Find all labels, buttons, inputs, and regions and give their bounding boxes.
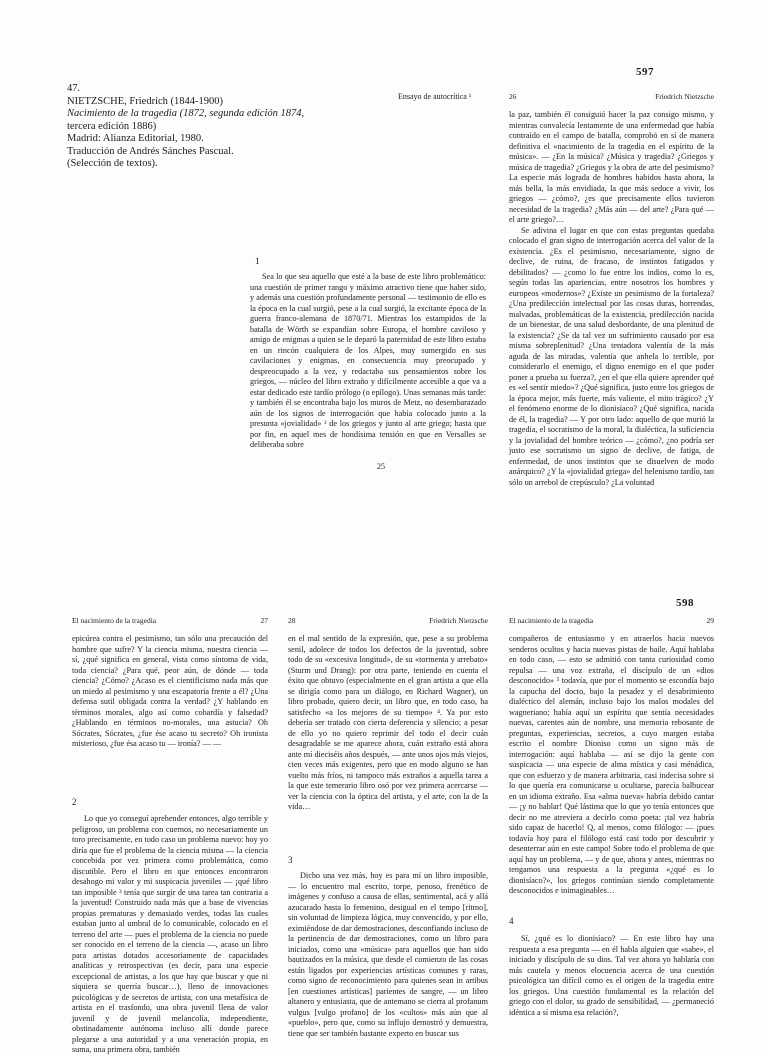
entry-work-editions: tercera edición 1886) xyxy=(67,120,157,132)
page-number: 26 xyxy=(509,92,517,101)
body-text-page-28 xyxy=(288,871,488,1038)
page-number: 25 xyxy=(377,462,385,471)
sheet-number: 598 xyxy=(676,597,694,609)
paragraph: Sea lo que sea aquello que esté a la base de este libro problemático: una cuestión de primer rango y máximo atractivo tiene que haber sido, y además una cuestión profundamente personal — testimonio de ello es la época en la cual surgió, pese a la cual surgió, la excitante época de la guerra franco-alemana de 1870/71. Mientras los estampidos de la batalla de Wörth se expandían sobre Europa, el hombre caviloso y amigo de enigmas a quien se le deparó la paternidad de este libro estaba en un rincón cualquiera de los Alpes, muy sumergido en sus cavilaciones y enigmas, en consecuencia muy preocupado y despreocupado a la vez, y redactaba sus pensamientos sobre los griegos, — núcleo del libro extraño y difícilmente accesible a que va a estar dedicado este tardío prólogo (o epílogo). Unas semanas más tarde: y también él se encontraba bajo los muros de Metz, no desembarazado aún de los signos de interrogación que había colocado junto a la presunta «jovialidad» ² de los griegos y junto al arte griego; hasta que por fin, en aquel mes de hondísima tensión en que en Versalles se deliberaba sobre xyxy=(250,272,486,449)
entry-publisher: Madrid: Alianza Editorial, 1980. xyxy=(67,133,204,144)
paragraph: Dicho una vez más, hoy es para mí un libro imposible, — lo encuentro mal escrito, torpe, penoso, frenético de imágenes y confuso a causa de ellas, sentimental, acá y allá azucarado hasta lo femenino, desigual en el tempo [ritmo], sin voluntad de limpieza lógica, muy convencido, y por ello, eximiéndose de dar demostraciones, desconfiando incluso de la pertinencia de dar demostraciones, como un libro para iniciados, como una «música» para aquellos que han sido bautizados en la música, que desde el comienzo de las cosas están ligados por experiencias artísticas comunes y raras, como signo de reconocimiento para quienes sean in artibus [en cuestiones artísticas] parientes de sangre, — un libro altanero y entusiasta, que de antemano se cierra al profanum vulgus [vulgo profano] de los «cultos» más aún que al «pueblo», pero que, como su influjo demostró y demuestra, tiene que ser también bastante experto en buscar sus xyxy=(288,871,488,1038)
section-number: 3 xyxy=(288,855,293,865)
body-text-page-25 xyxy=(250,272,486,462)
page-header xyxy=(509,616,714,625)
running-head: Friedrich Nietzsche xyxy=(429,616,488,625)
page-number: 27 xyxy=(260,616,268,625)
body-text-page-26 xyxy=(509,110,714,555)
section-number: 1 xyxy=(255,256,260,266)
body-text-page-28-intro xyxy=(288,634,488,839)
entry-selection-note: (Selección de textos). xyxy=(67,158,158,169)
running-head: Friedrich Nietzsche xyxy=(655,92,714,101)
page-header xyxy=(72,616,268,625)
paragraph: Se adivina el lugar en que con estas preguntas quedaba colocado el gran signo de interrogación acerca del valor de la existencia. ¿Es el pesimismo, necesariamente, signo de declive, de ruina, de fracaso, de instintos fatigados y debilitados? — ¿como lo fue entre los indios, como lo es, según todas las apariencias, entre nosotros los hombres y europeos «modernos»? ¿Existe un pesimismo de la fortaleza? ¿Una predilección intelectual por las cosas duras, horrendas, malvadas, problemáticas de la existencia, predilección nacida de un bienestar, de una salud desbordante, de una plenitud de la existencia? ¿Se da tal vez un sufrimiento causado por esa misma sobreplenitud? ¿Una tentadora valentía de la más aguda de las miradas, valentía que anhela lo terrible, por considerarlo el enemigo, el digno enemigo en el que poder poner a prueba su fuerza?, ¿en el que ella quiere aprender qué es «el sentir miedo»? ¿Qué significa, justo entre los griegos de la época mejor, más fuerte, más valiente, el mito trágico? ¿Y el fenómeno enorme de lo dionisíaco? ¿Qué significa, nacida de él, la tragedia? — Y por otro lado: aquello de que murió la tragedia, el socratismo de la moral, la dialéctica, la suficiencia y la jovialidad del hombre teórico — ¿cómo?, ¿no podría ser justo ese socratismo un signo de declive, de fatiga, de enfermedad, de unos instintos que se disuelven de modo anárquico? ¿Y la «jovialidad griega» del helenismo tardío, tan sólo un arrebol de crepúsculo? ¿La voluntad xyxy=(509,225,714,487)
bibliographic-entry xyxy=(67,83,327,171)
body-text-page-27 xyxy=(72,814,268,1054)
entry-work-title: Nacimiento de la tragedia (1872, segunda edición 1874, xyxy=(67,108,305,119)
paragraph: Sí, ¿qué es lo dionisíaco? — En este libro hay una respuesta a esa pregunta — en él habla alguien que «sabe», el iniciado y discípulo de su dios. Tal vez ahora yo hablaría con más cautela y menos elocuencia acerca de una cuestión psicológica tan difícil como es el origen de la tragedia entre los griegos. Una cuestión fundamental es la relación del griego con el dolor, su grado de sensibilidad, — ¿permaneció idéntica a sí misma esa relación?, xyxy=(509,934,714,1017)
page-number: 28 xyxy=(288,616,296,625)
page-number: 29 xyxy=(706,616,714,625)
paragraph: la paz, también él consiguió hacer la paz consigo mismo, y mientras convalecía lentamente de una enfermedad que había contraído en el campo de batalla, comprobó en sí de manera definitiva el «nacimiento de la tragedia en el espíritu de la música». — ¿En la música? ¿Música y tragedia? ¿Griegos y música de tragedia? ¿Griegos y la obra de arte del pesimismo? La especie más lograda de hombres habidos hasta ahora, la más bella, la más envidiada, la que más seduce a vivir, los griegos — ¿cómo?, ¿es que precisamente ellos tuvieron necesidad de la tragedia? ¿Más aún — del arte? ¿Para qué — el arte griego?… xyxy=(509,110,714,224)
paragraph: en el mal sentido de la expresión, que, pese a su problema senil, adolece de todos los defectos de la juventud, sobre todo de su «excesiva longitud», de su «tormenta y arrebato» (Sturm und Drang): por otra parte, teniendo en cuenta el éxito que obtuvo (especialmente en el gran artista a que ella se dirigía como para un diálogo, en Richard Wagner), un libro probado, quiero decir, un libro que, en todo caso, ha satisfecho «a los mejores de su tiempo» ⁴. Ya por esto debería ser tratado con cierta deferencia y silencio; a pesar de ello yo no quiero reprimir del todo el decir cuán desagradable se me aparece ahora, cuán extraño está ahora ante mí dieciséis años después, — ante unos ojos más viejos, cien veces más exigentes, pero que en modo alguno se han vuelto más fríos, ni tampoco más extraños a aquella tarea a la que este temerario libro osó por vez primera acercarse — ver la ciencia con la óptica del artista, y el arte, con la de la vida… xyxy=(288,634,488,811)
section-number: 4 xyxy=(509,916,514,926)
page-header xyxy=(509,92,714,101)
entry-number: 47. xyxy=(67,83,81,94)
body-text-page-29 xyxy=(509,934,714,1022)
section-number: 2 xyxy=(72,797,77,807)
paragraph: Lo que yo conseguí aprehender entonces, algo terrible y peligroso, un problema con cuernos, no necesariamente un toro precisamente, en todo caso un problema nuevo: hoy yo diría que fue el problema de la ciencia misma — la ciencia concebida por vez primera como problemática, como discutible. Pero el libro en que entonces encontraron desahogo mi valor y mi suspicacia juveniles — ¡qué libro tan imposible ³ tenía que surgir de una tarea tan contraria a la juventud! Construido nada más que a base de vivencias propias prematuras y demasiado verdes, todas las cuales estaban junto al umbral de lo comunicable, colocado en el terreno del arte — pues el problema de la ciencia no puede ser conocido en el terreno de la ciencia —, acaso un libro para artistas dotados accesoriamente de capacidades analíticas y retrospectivas (es decir, para una especie excepcional de artistas, a los que hay que buscar y que ni siquiera se querría buscar…), lleno de innovaciones psicológicas y de secretos de artista, con una metafísica de artista en el trasfondo, una obra juvenil llena de valor juvenil y de juvenil melancolía, independiente, obstinadamente autónoma incluso allí donde parece plegarse a una autoridad y a una veneración propia, en suma, una primera obra, también xyxy=(72,814,268,1054)
body-text-page-29-intro xyxy=(509,634,714,896)
page-header xyxy=(288,616,488,625)
sheet-number: 597 xyxy=(636,66,654,78)
running-head: El nacimiento de la tragedia xyxy=(72,616,157,625)
entry-translator: Traducción de Andrés Sánches Pascual. xyxy=(67,145,234,157)
entry-author: NIETZSCHE, Friedrich (1844-1900) xyxy=(67,95,224,107)
paragraph: epicúrea contra el pesimismo, tan sólo una precaución del hombre que sufre? Y la ciencia misma, nuestra ciencia — sí, ¿qué significa en general, vista como síntoma de vida, toda ciencia? ¿Para qué, peor aún, de dónde — toda ciencia? ¿Cómo? ¿Acaso es el cientificismo nada más que un miedo al pesimismo y una escapatoria frente a él? ¿Una defensa sutil obligada contra la verdad? ¿Y hablando en términos morales, algo así como cobardía y falsedad? ¿Hablando en términos no-morales, una astucia? Oh Sócrates, Sócrates, ¿fue ése acaso tu secreto? Oh ironista misterioso, ¿fue ésa acaso tu — ironía? — — xyxy=(72,634,268,748)
paragraph: compañeros de entusiasmo y en atraerlos hacia nuevos senderos ocultos y hacia nuevas pistas de baile. Aquí hablaba en todo caso, — esto se admitió con tanta curiosidad como repulsa — una voz extraña, el discípulo de un «dios desconocido» ⁵ todavía, que por el momento se escondía bajo la capucha del docto, bajo la pesadez y el desabrimiento dialéctico del alemán, incluso bajo los malos modales del wagneriano; había aquí un espíritu que sentía necesidades nuevas, carentes aún de nombre, una memoria rebosante de preguntas, experiencias, secretos, a cuyo margen estaba escrito el nombre Dioniso como un signo más de interrogación: aquí hablaba — así se dijo la gente con suspicacia — una especie de alma mística y casi ménádica, que con esfuerzo y de manera arbitraria, casi indecisa sobre si lo que quería era comunicarse u ocultarse, parecía balbucear en un idioma extraño. Esa «alma nueva» habría debido cantar — ¡y no hablar! Qué lástima que lo que yo tenía entonces que decir no me atreviera a decirlo como poeta: ¡tal vez habría sido capaz de hacerlo! Q, al menos, como filólogo: — ¡pues todavía hoy para el filólogo está casi todo por descubrir y desenterrar aún en este campo! Sobre todo el problema de que aquí hay un problema, — y de que, ahora y antes, mientras no tengamos una respuesta a la pregunta «¿qué es lo dionisíaco?», los griegos continúan siendo completamente desconocidos e inimaginables… xyxy=(509,634,714,895)
running-head: Ensayo de autocrítica ¹ xyxy=(398,92,472,101)
body-text-page-27-intro xyxy=(72,634,268,769)
running-head: El nacimiento de la tragedia xyxy=(509,616,594,625)
